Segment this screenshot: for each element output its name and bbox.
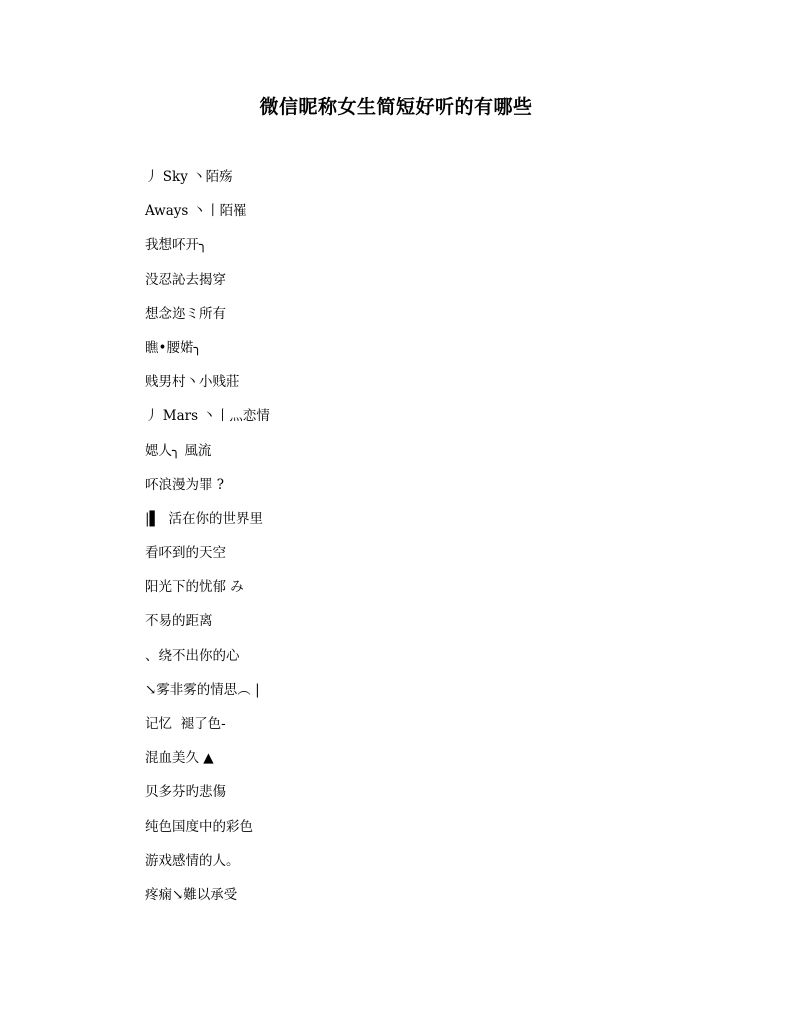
list-item: ↘雾非雾的情思︵ | (145, 681, 260, 698)
list-item: 阳光下的忧郁 み (145, 579, 244, 596)
list-item: Aways 丶丨陌罹 (145, 203, 247, 220)
list-item: 疼痫↘難以承受 (145, 886, 238, 903)
page-title: 微信昵称女生简短好听的有哪些 (259, 96, 533, 118)
list-item: 没忍訫去揭穿 (145, 271, 226, 288)
list-item: 丿 Mars 丶丨灬恋情 (145, 408, 270, 425)
list-item: 贱男村丶小贱莊 (145, 374, 240, 391)
list-item: 想念迩ミ所有 (145, 305, 226, 322)
nickname-list (145, 168, 270, 920)
list-item: 看吥到的天空 (145, 545, 226, 562)
list-item: 、绕不出你的心 (145, 647, 240, 664)
list-item: 游戏感情的人。 (145, 852, 240, 869)
list-item: 瞧•腰婼╮ (145, 339, 202, 356)
list-item: 我想吥开╮ (145, 237, 208, 254)
list-item: 不易的距离 (145, 613, 213, 630)
list-item: 丿 Sky 丶陌殇 (145, 169, 233, 185)
list-item: 记忆 褪了色- (145, 716, 226, 732)
list-item: 吥浪漫为罪 ? (145, 476, 225, 493)
list-item: 贝多芬旳悲傷 (145, 784, 226, 801)
list-item: 媤人╮ 風流 (145, 442, 212, 459)
list-item: 纯色国度中的彩色 (145, 818, 253, 835)
list-item: 混血美久 ▲ (145, 750, 214, 767)
list-item: |▌ 活在你的世界里 (145, 510, 264, 527)
